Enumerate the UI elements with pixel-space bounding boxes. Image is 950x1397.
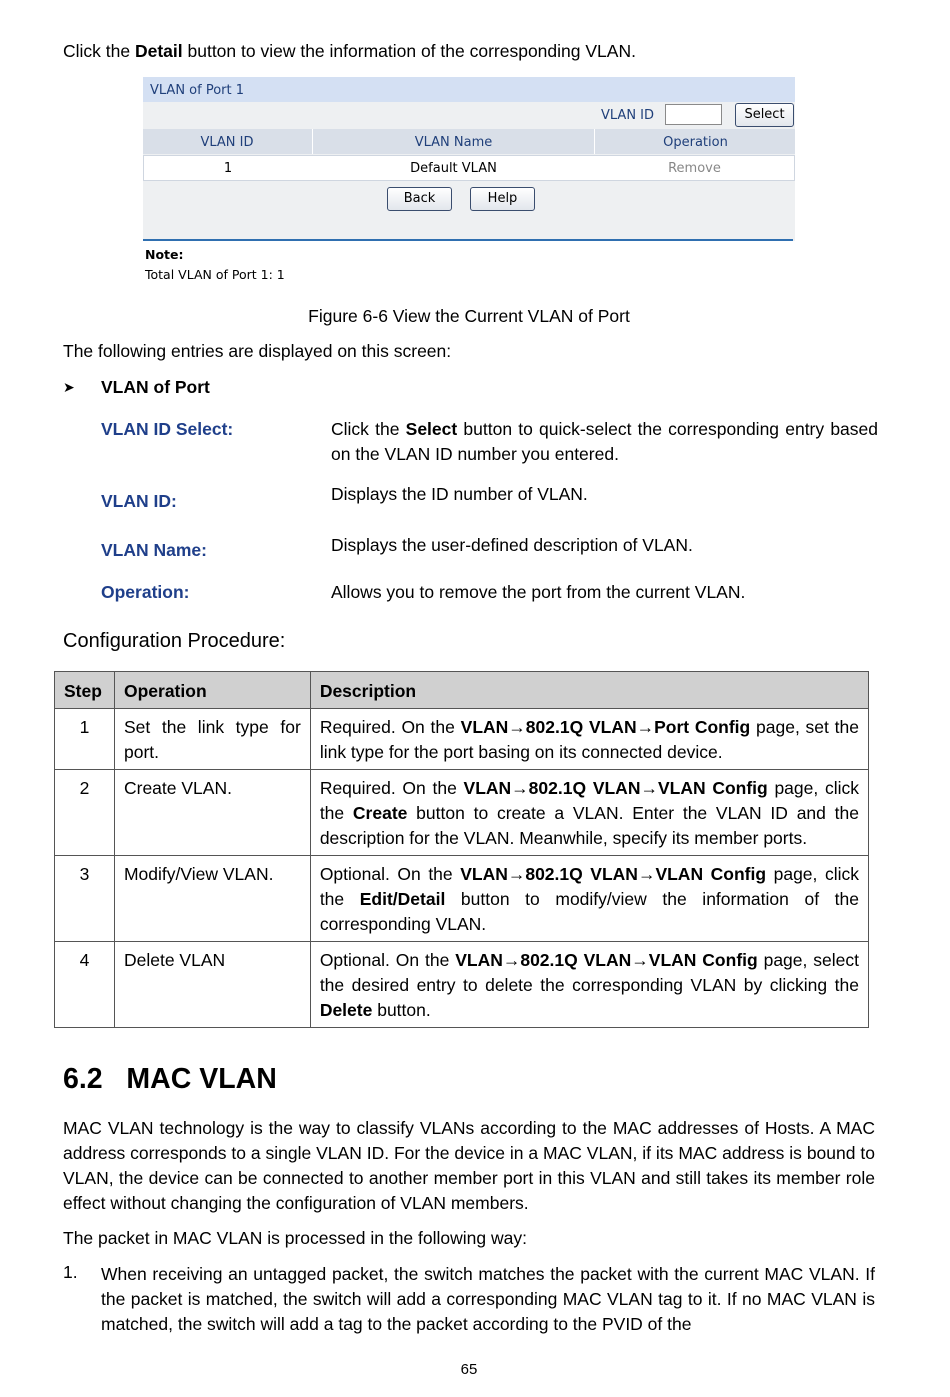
intro-text bbox=[63, 41, 636, 62]
definition-desc: Displays the ID number of VLAN. bbox=[331, 484, 588, 504]
table-header-row bbox=[55, 672, 869, 709]
section-bullet-label: VLAN of Port bbox=[101, 377, 210, 397]
description-bold: Delete bbox=[319, 1000, 373, 1020]
vlan-of-port-figure bbox=[143, 77, 795, 289]
header-description: Description bbox=[310, 672, 868, 709]
description-text: button to modify/view the information of the corresponding VLAN. bbox=[319, 889, 859, 934]
definition-term: VLAN Name: bbox=[101, 540, 207, 560]
header-operation: Operation bbox=[114, 672, 310, 709]
cell-step: 2 bbox=[55, 770, 115, 856]
cell-step: 3 bbox=[55, 856, 115, 942]
header-step: Step bbox=[55, 672, 115, 709]
vlan-id-label: VLAN ID bbox=[601, 108, 655, 123]
section-bullet bbox=[63, 377, 210, 398]
back-button[interactable]: Back bbox=[387, 187, 452, 211]
description-text: Required. On the bbox=[319, 717, 461, 737]
column-operation: Operation bbox=[594, 129, 796, 154]
intro-before: Click the bbox=[63, 41, 135, 61]
config-heading: Configuration Procedure: bbox=[63, 630, 286, 652]
cell-description bbox=[310, 770, 868, 856]
description-bold: Edit/Detail bbox=[359, 889, 446, 909]
description-text: page, set the link type for the port basing on its connected device. bbox=[319, 717, 859, 762]
list-item: When receiving an untagged packet, the switch matches the packet with the current MAC VLAN. If the packet is matched, the switch will add a corresponding MAC VLAN tag to it. If no MAC VLAN is matched, the switch will add a tag to the packet according to the PVID of the bbox=[101, 1264, 875, 1334]
intro-bold: Detail bbox=[134, 41, 183, 61]
description-bold: VLAN→802.1Q VLAN→VLAN Config bbox=[460, 864, 767, 884]
arrow-bullet-icon: ➤ bbox=[63, 379, 75, 395]
definition-desc-after: button to quick-select the corresponding entry based on the VLAN ID number you entered. bbox=[331, 419, 879, 464]
processing-intro: The packet in MAC VLAN is processed in the following way: bbox=[63, 1228, 527, 1248]
entries-intro: The following entries are displayed on this screen: bbox=[63, 341, 452, 361]
definition-term: VLAN ID: bbox=[101, 491, 177, 511]
description-bold: Create bbox=[352, 803, 408, 823]
definition-desc bbox=[331, 417, 878, 467]
description-text: Required. On the bbox=[319, 778, 464, 798]
page-number: 65 bbox=[460, 1361, 478, 1378]
list-number: 1. bbox=[63, 1262, 78, 1282]
definition-desc: Allows you to remove the port from the current VLAN. bbox=[331, 582, 746, 602]
cell-operation: Modify/View VLAN. bbox=[114, 856, 310, 942]
cell-vlan-id: 1 bbox=[223, 161, 233, 176]
description-text: page, click the bbox=[319, 778, 859, 823]
description-bold: VLAN→802.1Q VLAN→VLAN Config bbox=[463, 778, 768, 798]
intro-after: button to view the information of the corresponding VLAN. bbox=[182, 41, 636, 61]
mac-vlan-paragraph: MAC VLAN technology is the way to classify VLANs according to the MAC addresses of Hosts. A MAC address corresponds to a single VLAN ID. For the device in a MAC VLAN, if its MAC address is bound to VLAN, the device can be connected to another member port in this VLAN and still takes its member role effect without changing the configuration of VLAN members. bbox=[63, 1118, 875, 1213]
description-text: button. bbox=[372, 1000, 431, 1020]
column-vlan-name: VLAN Name bbox=[312, 129, 594, 154]
cell-operation: Delete VLAN bbox=[114, 942, 310, 1028]
vlan-id-input[interactable] bbox=[665, 104, 722, 125]
select-button[interactable]: Select bbox=[735, 103, 794, 127]
table-row bbox=[55, 709, 869, 770]
cell-description bbox=[310, 856, 868, 942]
cell-description bbox=[310, 942, 868, 1028]
cell-vlan-name: Default VLAN bbox=[410, 161, 497, 176]
figure-table-header bbox=[143, 129, 795, 154]
figure-title: VLAN of Port 1 bbox=[150, 83, 245, 98]
help-button[interactable]: Help bbox=[470, 187, 535, 211]
cell-operation: Set the link type for port. bbox=[114, 709, 310, 770]
definition-desc: Displays the user-defined description of VLAN. bbox=[331, 535, 693, 555]
description-bold: VLAN→802.1Q VLAN→VLAN Config bbox=[455, 950, 758, 970]
note-label: Note: bbox=[145, 247, 184, 262]
procedure-table bbox=[54, 671, 869, 1028]
definition-desc-before: Click the bbox=[331, 419, 406, 439]
figure-title-bar bbox=[143, 77, 795, 102]
definition-term: VLAN ID Select: bbox=[101, 419, 234, 439]
cell-operation: Create VLAN. bbox=[114, 770, 310, 856]
table-row bbox=[55, 770, 869, 856]
definition-desc-bold: Select bbox=[405, 419, 458, 439]
definition-term: Operation: bbox=[101, 582, 190, 602]
figure-caption: Figure 6-6 View the Current VLAN of Port bbox=[308, 306, 630, 326]
description-text: page, select the desired entry to delete the corresponding VLAN by clicking the bbox=[319, 950, 859, 995]
description-text: Optional. On the bbox=[319, 864, 461, 884]
cell-description bbox=[310, 709, 868, 770]
table-row bbox=[143, 155, 795, 181]
cell-step: 1 bbox=[55, 709, 115, 770]
cell-step: 4 bbox=[55, 942, 115, 1028]
table-row bbox=[55, 856, 869, 942]
description-text: Optional. On the bbox=[319, 950, 456, 970]
description-text: button to create a VLAN. Enter the VLAN ID and the description for the VLAN. Meanwhile, specify its member ports. bbox=[319, 803, 859, 848]
section-heading: 6.2 MAC VLAN bbox=[63, 1063, 277, 1095]
remove-link[interactable]: Remove bbox=[668, 161, 721, 176]
description-bold: VLAN→802.1Q VLAN→Port Config bbox=[460, 717, 751, 737]
note-text: Total VLAN of Port 1: 1 bbox=[145, 267, 285, 282]
description-text: page, click the bbox=[319, 864, 859, 909]
column-vlan-id: VLAN ID bbox=[200, 135, 254, 150]
table-row bbox=[55, 942, 869, 1028]
